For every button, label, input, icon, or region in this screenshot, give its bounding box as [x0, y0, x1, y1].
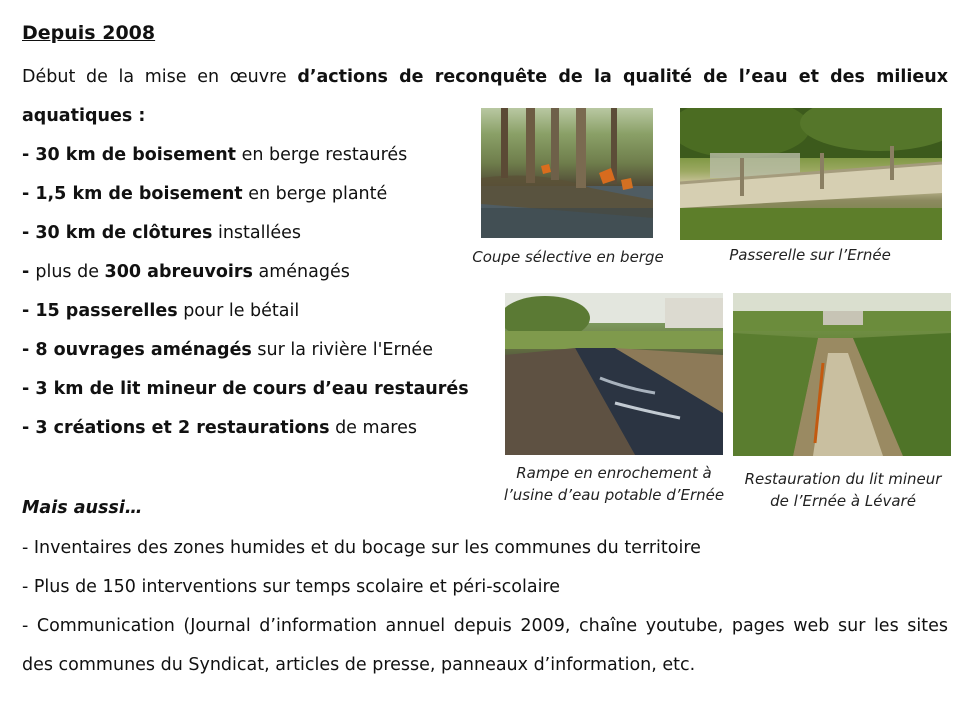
more-item: - Plus de 150 interventions sur temps scolaire et péri-scolaire	[22, 577, 561, 597]
bullet-dash: -	[22, 223, 36, 243]
more-item: - Communication (Journal d’information annuel depuis 2009, chaîne youtube, pages web sur les sites	[22, 616, 948, 636]
intro-bold-continued: aquatiques :	[22, 106, 146, 126]
bullet-bold: 3 km de lit mineur de cours d’eau restaurés	[35, 379, 469, 399]
caption-passerelle: Passerelle sur l’Ernée	[729, 246, 891, 264]
photo-restauration-lit-art	[733, 293, 951, 456]
bullet-bold: 3 créations et 2 restaurations	[35, 418, 330, 438]
bullet-bold: 300 abreuvoirs	[104, 262, 253, 282]
mais-aussi-heading: Mais aussi…	[22, 498, 143, 518]
bullet-rest: en berge restaurés	[236, 145, 408, 165]
caption-restauration-lit	[728, 468, 958, 512]
bullet-dash: -	[22, 184, 36, 204]
bullet-item	[22, 183, 387, 205]
caption-line: l’usine d’eau potable d’Ernée	[503, 486, 725, 504]
bullet-rest: de mares	[329, 418, 417, 438]
bullet-rest: installées	[212, 223, 301, 243]
bullet-item	[22, 339, 433, 361]
photo-restauration-lit	[733, 293, 951, 456]
caption-coupe-selective: Coupe sélective en berge	[472, 248, 664, 266]
bullet-pre: plus de	[35, 262, 105, 282]
bullet-item	[22, 300, 299, 322]
photo-passerelle-art	[680, 108, 942, 240]
bullet-rest: aménagés	[252, 262, 350, 282]
caption-rampe-enrochement	[496, 462, 732, 506]
bullet-dash: -	[22, 145, 36, 165]
intro-line-1	[22, 66, 948, 88]
caption-line: Rampe en enrochement à	[516, 464, 712, 482]
bullet-item	[22, 261, 350, 283]
section-heading: Depuis 2008	[22, 22, 156, 44]
bullet-item	[22, 222, 301, 244]
photo-coupe-selective-art	[481, 108, 653, 238]
more-item: - Inventaires des zones humides et du bocage sur les communes du territoire	[22, 538, 701, 558]
photo-rampe-enrochement-art	[505, 293, 723, 455]
bullet-bold: 1,5 km de boisement	[35, 184, 243, 204]
bullet-item	[22, 378, 469, 400]
photo-passerelle	[680, 108, 942, 240]
caption-line: de l’Ernée à Lévaré	[770, 492, 916, 510]
bullet-bold: 8 ouvrages aménagés	[35, 340, 252, 360]
intro-line-2	[22, 105, 145, 127]
bullet-rest: pour le bétail	[177, 301, 300, 321]
bullet-dash: -	[22, 301, 36, 321]
bullet-item	[22, 417, 417, 439]
bullet-dash: -	[22, 340, 36, 360]
intro-text: Début de la mise en œuvre	[22, 67, 298, 87]
bullet-item	[22, 144, 407, 166]
photo-rampe-enrochement	[505, 293, 723, 455]
bullet-dash: -	[22, 262, 36, 282]
bullet-dash: -	[22, 418, 36, 438]
bullet-bold: 15 passerelles	[35, 301, 178, 321]
bullet-dash: -	[22, 379, 36, 399]
bullet-rest: sur la rivière l'Ernée	[251, 340, 433, 360]
caption-line: Restauration du lit mineur	[744, 470, 942, 488]
bullet-bold: 30 km de clôtures	[35, 223, 213, 243]
intro-bold: d’actions de reconquête de la qualité de l’eau et des milieux	[297, 67, 949, 87]
bullet-rest: en berge planté	[242, 184, 388, 204]
photo-coupe-selective	[481, 108, 653, 238]
more-item-continued: des communes du Syndicat, articles de presse, panneaux d’information, etc.	[22, 655, 696, 675]
bullet-bold: 30 km de boisement	[35, 145, 237, 165]
